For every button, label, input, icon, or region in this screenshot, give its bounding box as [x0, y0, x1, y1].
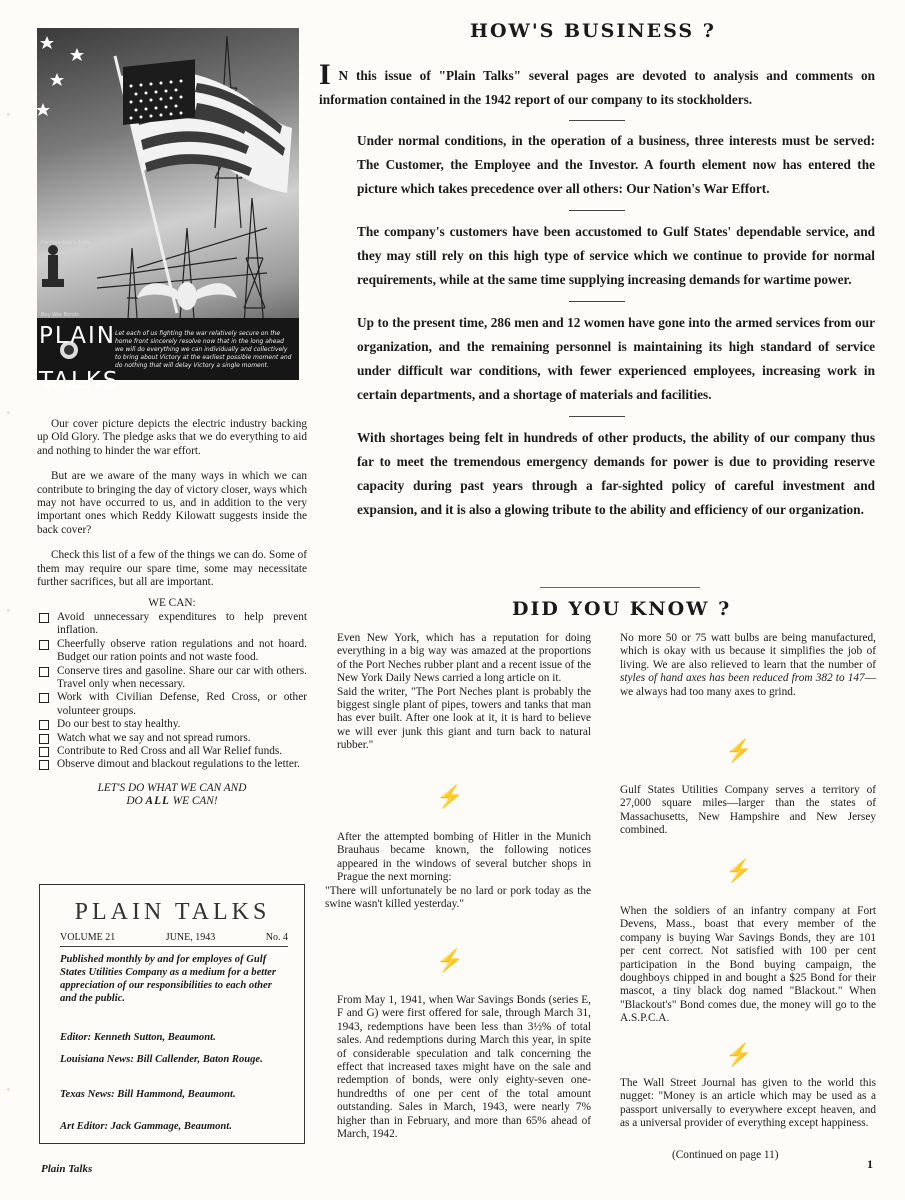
war-bonds-badge: Buy War Bonds: [41, 312, 79, 318]
paragraph: Gulf States Utilities Company serves a territory of 27,000 square miles—larger than the states of Massachusetts, New Hampshire and New Jersey combined.: [620, 784, 876, 837]
cover-logo-line: PLAIN: [39, 323, 116, 349]
masthead-box: [39, 884, 305, 1144]
divider: [569, 416, 625, 417]
binding-hole-mark: ◦: [7, 1085, 10, 1094]
checkbox-icon: [39, 613, 49, 623]
divider: [569, 120, 625, 121]
did-you-know-column-2-d: [608, 1077, 876, 1131]
checkbox-icon: [39, 734, 49, 744]
cover-description: [37, 418, 307, 809]
we-can-title: WE CAN:: [148, 597, 196, 610]
issue-date: JUNE, 1943: [165, 932, 216, 943]
did-you-know-column-1: [325, 632, 591, 753]
paragraph: From May 1, 1941, when War Savings Bonds (series E, F and G) were first offered for sale, through March 31, 1943, redemptions have been less than 3½% of total sales. And redemptions during March this year, in spite of considerable speculation and talk concerning the effect that increased taxes might have on the sale and redemption of bonds, were only eighty-seven one-hundredths of one per cent of the total amount outstanding. Sales in March, 1943, were nearly 7% higher than in February, and more than 65% ahead of March, 1942.: [337, 994, 591, 1141]
paragraph: Said the writer, "The Port Neches plant is probably the biggest single plant of pipes, towers and tanks that man has ever built. After one look at it, it is hard to believe we will ever junk this giant and turn back to natural rubber.": [337, 685, 591, 752]
drop-cap: I: [319, 58, 331, 91]
paragraph: Under normal conditions, in the operation of a business, three interests must be served: The Customer, the Employee and the Investor. A fourth element now has entered the picture which takes precedence over all others: Our Nation's War Effort.: [357, 133, 875, 196]
issue-number: No. 4: [265, 932, 288, 943]
checkbox-icon: [39, 760, 49, 770]
checkbox-icon: [39, 720, 49, 730]
did-you-know-column-2-b: [608, 784, 876, 838]
paragraph: But are we aware of the many ways in which we can contribute to bringing the day of victory closer, ways which may not have occurred to us, and in addition to the very important ones which Reddy Kilowatt suggests inside the back cover?: [37, 470, 307, 536]
paragraph: After the attempted bombing of Hitler in the Munich Brauhaus became known, the following notices appeared in the windows of several butcher shops in Prague the next morning:: [337, 831, 591, 884]
paragraph: "There will unfortunately be no lard or pork today as the swine wasn't killed yesterday.": [325, 884, 591, 911]
cover-logo-line: TALKS: [39, 368, 120, 394]
binding-hole-mark: ◦: [7, 110, 10, 119]
masthead-description: Published monthly by and for employes of Gulf States Utilities Company as a medium for a better appreciation of our responsibilities to each other and the public.: [60, 954, 276, 1004]
divider: [569, 301, 625, 302]
paragraph: The company's customers have been accustomed to Gulf States' dependable service, and they may still rely on this high type of service which we continue to provide for normal requirements, while at the same time supplying increasing demands for wartime power.: [357, 224, 875, 287]
paragraph: The Wall Street Journal has given to the world this nugget: "Money is an article which may be used as a passport universally to everywhere except heaven, and as a universal provider of everything except happiness.: [620, 1077, 876, 1130]
did-you-know-column-1-c: [325, 994, 591, 1141]
masthead-title: PLAIN TALKS: [74, 899, 271, 925]
checkbox-icon: [39, 693, 49, 703]
we-can-checklist: [37, 611, 307, 772]
checklist-item: Avoid unnecessary expenditures to help prevent inflation.: [37, 611, 307, 638]
did-you-know-column-2-c: [608, 905, 876, 1026]
closing-line: LET'S DO WHAT WE CAN AND: [97, 781, 247, 794]
page-number: 1: [867, 1157, 873, 1171]
reddy-kilowatt-icon: ⚡: [725, 738, 753, 763]
closing-slogan: [37, 782, 307, 809]
poster-tagline: For Freedom's Sake: [41, 240, 90, 246]
continued-note: (Continued on page 11): [672, 1149, 779, 1161]
cover-logo: [39, 323, 120, 395]
did-you-know-column-1-b: [325, 831, 591, 911]
reddy-kilowatt-icon: ⚡: [725, 1042, 753, 1067]
reddy-kilowatt-icon: ⚡: [436, 948, 464, 973]
masthead-louisiana-news: Louisiana News: Bill Callender, Baton Rouge.: [60, 1054, 263, 1065]
masthead-issue-line: [60, 932, 288, 947]
reddy-kilowatt-icon: ⚡: [436, 784, 464, 809]
checklist-item: Cheerfully observe ration regulations and not hoard. Budget our ration points and not waste food.: [37, 638, 307, 665]
did-you-know-column-2: [608, 632, 876, 699]
binding-hole-mark: ◦: [7, 606, 10, 615]
business-heading: HOW'S BUSINESS ?: [470, 20, 716, 42]
cover-caption: Let each of us fighting the war relatively secure on the home front sincerely resolve now that in the long ahead we will do everything we can individually and collectively to bring about Victory at the earliest possible moment and do nothing that will delay Victory a single moment.: [115, 330, 292, 369]
closing-line: DO ALL WE CAN!: [126, 795, 218, 808]
checklist-item: Work with Civilian Defense, Red Cross, or other volunteer groups.: [37, 691, 307, 718]
volume: VOLUME 21: [60, 932, 116, 943]
footer-publication: Plain Talks: [41, 1163, 93, 1175]
paragraph: Our cover picture depicts the electric industry backing up Old Glory. The pledge asks that we do everything to aid and nothing to hinder the war effort.: [37, 418, 307, 457]
did-you-know-heading: DID YOU KNOW ?: [512, 598, 732, 620]
checklist-item: Conserve tires and gasoline. Share our car with others. Travel only when necessary.: [37, 665, 307, 692]
checklist-item: Observe dimout and blackout regulations to the letter.: [37, 758, 307, 771]
checklist-item: Watch what we say and not spread rumors.: [37, 732, 307, 745]
checkbox-icon: [39, 747, 49, 757]
cover-photo: [37, 28, 299, 394]
checklist-item: Contribute to Red Cross and all War Relief funds.: [37, 745, 307, 758]
paragraph: Up to the present time, 286 men and 12 women have gone into the armed services from our organization, and the remaining personnel is maintaining its high standard of service under difficult war conditions, with fewer experienced employees, increasing work in certain departments, and a shortage of materials and facilities.: [357, 315, 875, 402]
checkbox-icon: [39, 640, 49, 650]
paragraph: When the soldiers of an infantry company at Fort Devens, Mass., boast that every member of the company is buying War Savings Bonds, they are 101 per cent correct. Not satisfied with 100 per cent participation in the Bond buying campaign, the doughboys chipped in and bought a $25 Bond for their mascot, a tiny black dog named "Blackout." When "Blackout's" Bond comes due, the money will go to the A.S.P.C.A.: [620, 905, 876, 1025]
paragraph: No more 50 or 75 watt bulbs are being manufactured, which is okay with us because it simplifies the job of living. We are also relieved to learn that the number of styles of hand axes has been reduced from 382 to 147—we always had too many axes to grind.: [620, 632, 876, 698]
paragraph: Check this list of a few of the things we can do. Some of them may require our spare time, some may necessitate further sacrifices, but all are important.: [37, 549, 308, 589]
divider: [540, 587, 700, 588]
masthead-editor: Editor: Kenneth Sutton, Beaumont.: [60, 1032, 216, 1043]
reddy-kilowatt-icon: ⚡: [725, 858, 753, 883]
masthead-art-editor: Art Editor: Jack Gammage, Beaumont.: [60, 1121, 232, 1132]
binding-hole-mark: ◦: [7, 408, 10, 417]
divider: [569, 210, 625, 211]
paragraph: With shortages being felt in hundreds of other products, the ability of our company thus far to meet the tremendous emergency demands for power is due to providing reserve capacity during past years through a far-sighted policy of careful investment and expansion, and it is also a glowing tribute to the ability and efficiency of our organization.: [357, 430, 875, 517]
checklist-item: Do our best to stay healthy.: [37, 718, 307, 731]
business-article: [319, 58, 875, 522]
paragraph: Even New York, which has a reputation for doing everything in a big way was amazed at the proportions of the Port Neches rubber plant and a recent issue of the New York Daily News carried a long article on it.: [337, 632, 591, 685]
masthead-texas-news: Texas News: Bill Hammond, Beaumont.: [60, 1089, 236, 1100]
checkbox-icon: [39, 667, 49, 677]
paragraph: I N this issue of "Plain Talks" several pages are devoted to analysis and comments on information contained in the 1942 report of our company to its stockholders.: [319, 58, 875, 107]
